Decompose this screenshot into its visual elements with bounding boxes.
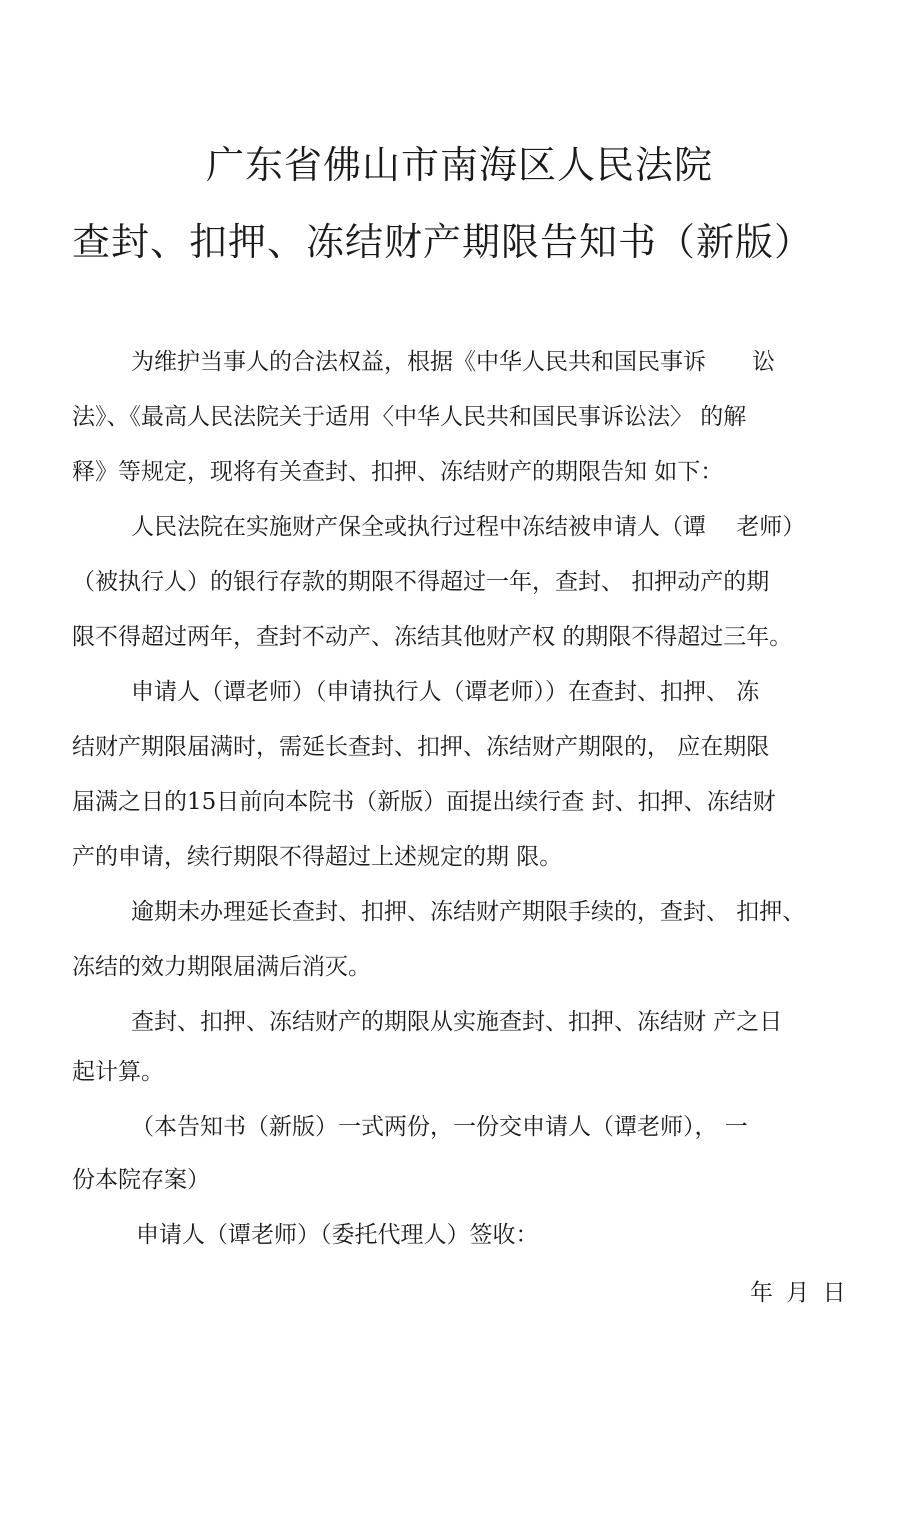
paragraph-3-line-1: 申请人（谭老师）（申请执行人（谭老师））在查封、扣押、 冻 xyxy=(131,679,760,705)
paragraph-3-line-2: 结财产期限届满时，需延长查封、扣押、冻结财产期限的， 应在期限 xyxy=(72,734,770,760)
date-line: 年 月 日 xyxy=(750,1280,846,1306)
note-line-2: 份本院存案） xyxy=(72,1167,210,1193)
paragraph-1-line-2: 法》、《最高人民法院关于适用〈中华人民共和国民事诉讼法〉 的解 xyxy=(72,404,747,430)
paragraph-1-line-1: 为维护当事人的合法权益，根据《中华人民共和国民事诉 讼 xyxy=(131,349,775,375)
paragraph-5-line-1: 查封、扣押、冻结财产的期限从实施查封、扣押、冻结财 产之日 xyxy=(131,1009,783,1035)
signature-line: 申请人（谭老师）（委托代理人）签收： xyxy=(136,1222,539,1248)
paragraph-5-line-2: 起计算。 xyxy=(72,1059,164,1085)
court-name-title: 广东省佛山市南海区人民法院 xyxy=(206,143,714,187)
paragraph-2-line-1: 人民法院在实施财产保全或执行过程中冻结被申请人（谭 老师） xyxy=(131,514,806,540)
paragraph-4-line-2: 冻结的效力期限届满后消灭。 xyxy=(72,954,371,980)
paragraph-2-line-3: 限不得超过两年，查封不动产、冻结其他财产权 的期限不得超过三年。 xyxy=(72,624,793,650)
paragraph-4-line-1: 逾期未办理延长查封、扣押、冻结财产期限手续的，查封、 扣押、 xyxy=(131,899,806,925)
paragraph-1-line-3: 释》等规定，现将有关查封、扣押、冻结财产的期限告知 如下： xyxy=(72,459,724,485)
document-title: 查封、扣押、冻结财产期限告知书（新版） xyxy=(72,220,814,264)
paragraph-3-line-4: 产的申请，续行期限不得超过上述规定的期 限。 xyxy=(72,844,563,870)
paragraph-2-line-2: （被执行人）的银行存款的期限不得超过一年，查封、 扣押动产的期 xyxy=(72,569,770,595)
note-line-1: （本告知书（新版）一式两份，一份交申请人（谭老师）， 一 xyxy=(131,1114,748,1140)
paragraph-3-line-3: 届满之日的15日前向本院书（新版）面提出续行查 封、扣押、冻结财 xyxy=(72,789,776,815)
